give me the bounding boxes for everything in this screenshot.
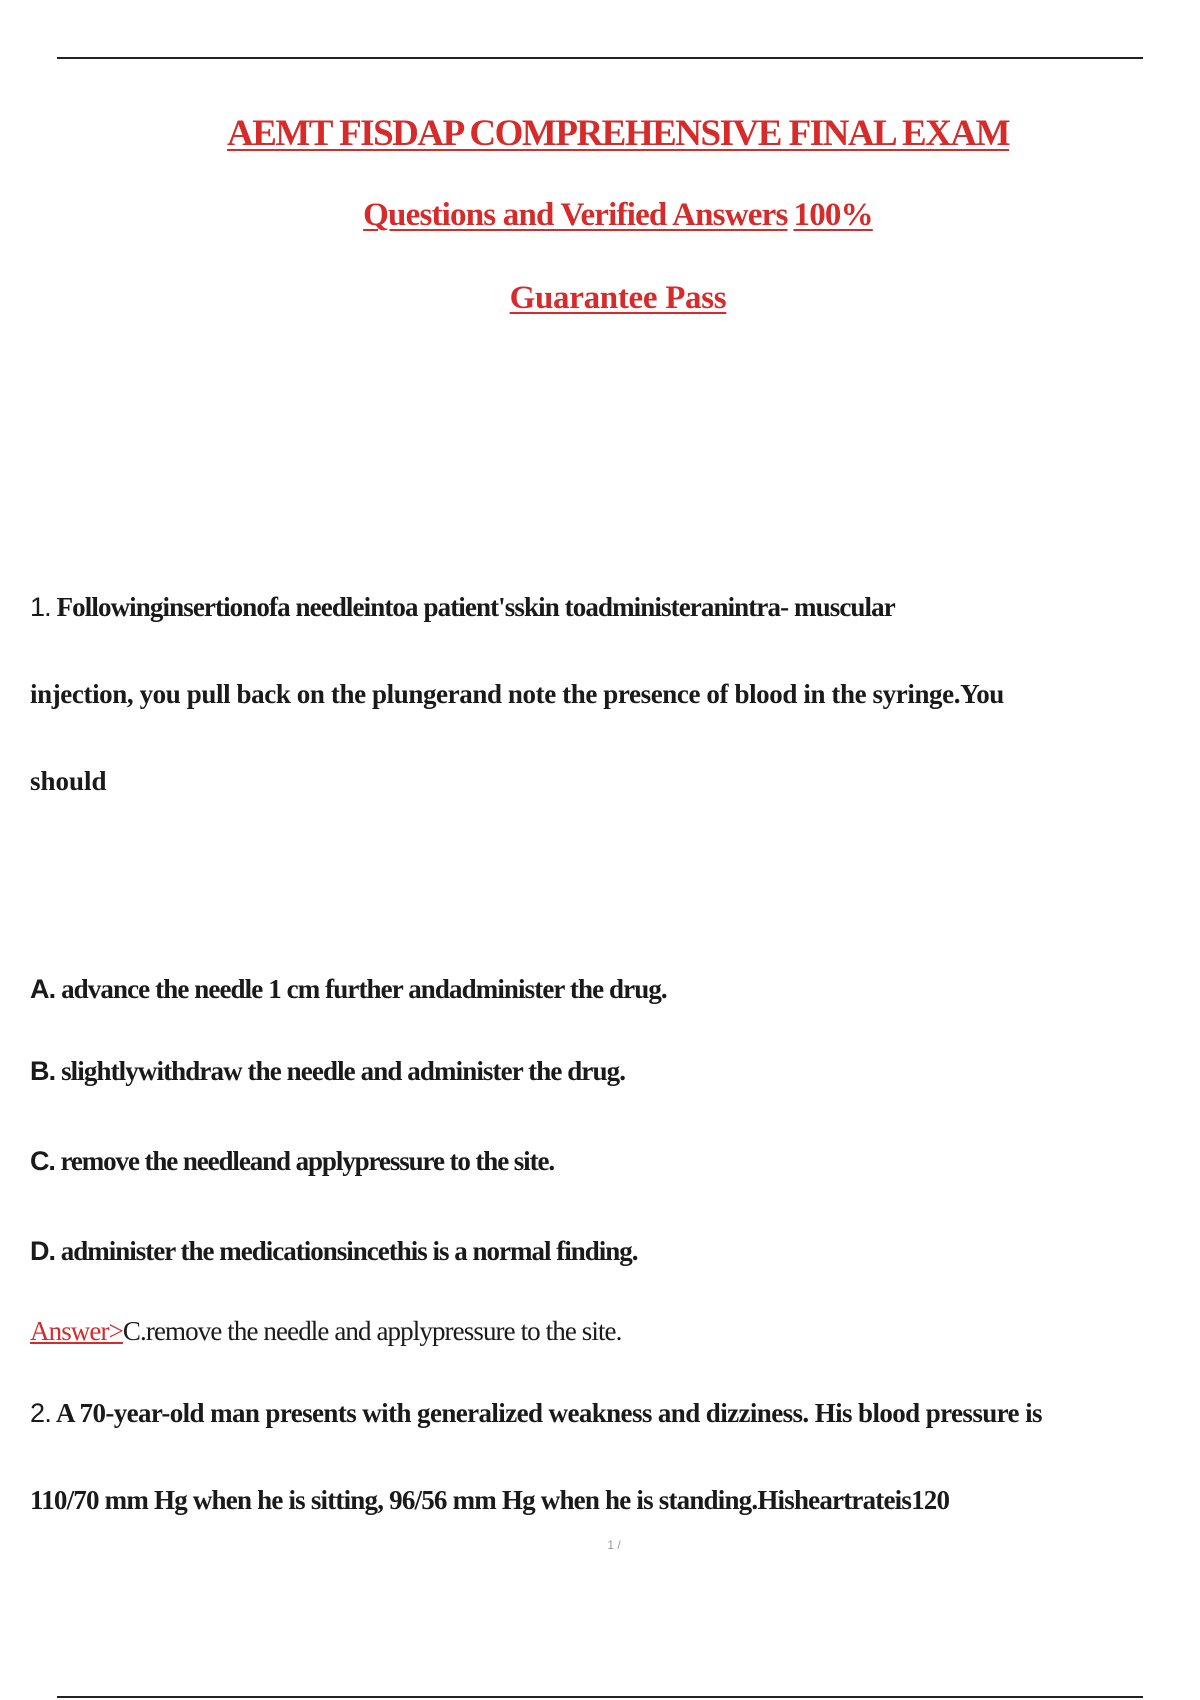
bottom-divider <box>57 1696 1143 1698</box>
question-2-line-2: 110/70 mm Hg when he is sitting, 96/56 mm Hg when he is standing.Hisheartrateis120 <box>30 1485 950 1515</box>
document-title: AEMT FISDAP COMPREHENSIVE FINAL EXAM <box>226 113 1009 154</box>
question-1-text-1: Followinginsertionofa needleintoa patient'sskin toadministeranintra- muscular <box>56 592 895 622</box>
subtitle-part-1: Questions and Verified Answers <box>363 197 788 233</box>
option-a-letter: A. <box>30 974 56 1004</box>
question-1-line-3: should <box>30 766 107 796</box>
top-divider <box>57 57 1143 59</box>
question-1-answer <box>30 1318 622 1345</box>
question-2-number: 2. <box>30 1398 52 1428</box>
question-2-text-1: A 70-year-old man presents with generalized weakness and dizziness. His blood pressure is <box>56 1398 1042 1428</box>
question-1-number: 1. <box>30 592 51 622</box>
option-c-letter: C. <box>30 1146 55 1176</box>
option-a-text: advance the needle 1 cm further andadminister the drug. <box>61 974 667 1004</box>
question-2-line-1 <box>30 1400 1042 1427</box>
document-subtitle <box>0 197 1200 234</box>
answer-text: C.remove the needle and applypressure to the site. <box>122 1316 622 1346</box>
subtitle-part-2: 100% <box>793 197 873 233</box>
question-1-line-2: injection, you pull back on the plungerand note the presence of blood in the syringe.You <box>30 679 1004 709</box>
answer-label: Answer> <box>30 1316 123 1346</box>
option-c-text: remove the needleand applypressure to the site. <box>60 1146 554 1176</box>
option-b-letter: B. <box>30 1056 56 1086</box>
question-1-option-d <box>30 1238 638 1265</box>
option-b-text: slightlywithdraw the needle and administer the drug. <box>61 1056 626 1086</box>
question-1-option-a <box>30 976 667 1003</box>
document-subtitle-line-3: Guarantee Pass <box>509 280 727 316</box>
question-1-option-b <box>30 1058 625 1085</box>
question-1-option-c <box>30 1148 554 1175</box>
question-1-line-1 <box>30 594 895 621</box>
page-number: 1 / <box>607 1538 621 1552</box>
option-d-letter: D. <box>30 1236 55 1266</box>
option-d-text: administer the medicationsincethis is a normal finding. <box>60 1236 638 1266</box>
